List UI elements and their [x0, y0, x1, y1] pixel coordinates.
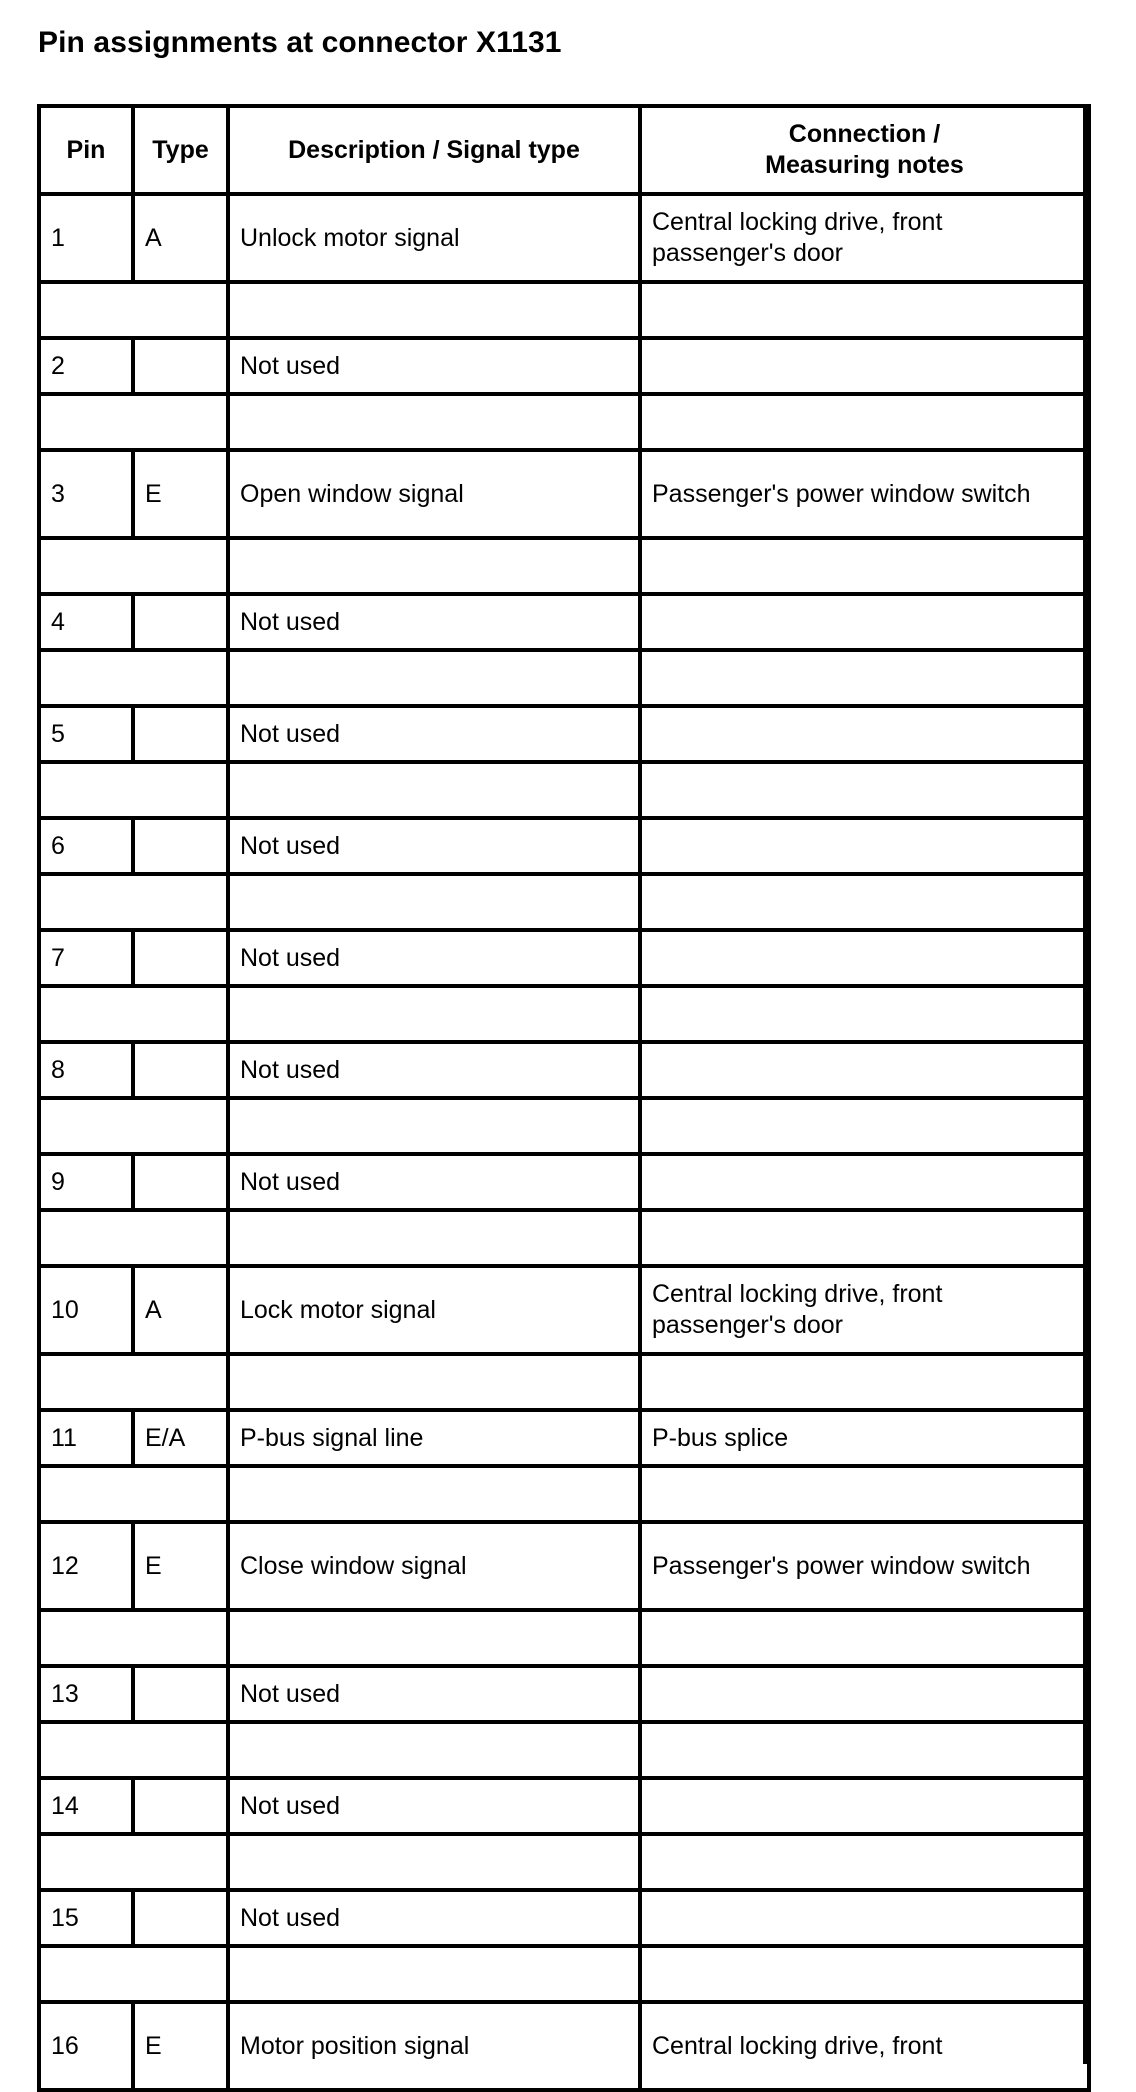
spacer-cell-connection	[640, 282, 1089, 338]
pin-cell	[39, 1522, 133, 1610]
spacer-row	[39, 874, 1089, 930]
connection-cell	[640, 594, 1089, 650]
pin-cell	[39, 450, 133, 538]
connection-cell	[640, 194, 1089, 282]
spacer-cell-pin-type	[39, 1210, 228, 1266]
spacer-cell-description	[228, 1098, 640, 1154]
description-cell	[228, 930, 640, 986]
spacer-cell-connection	[640, 394, 1089, 450]
spacer-row	[39, 1722, 1089, 1778]
type-cell-text: E	[145, 2031, 162, 2060]
pin-cell	[39, 1778, 133, 1834]
spacer-cell-description	[228, 650, 640, 706]
spacer-row	[39, 282, 1089, 338]
description-cell-text: Unlock motor signal	[240, 223, 460, 252]
description-cell	[228, 338, 640, 394]
pin-cell-text: 9	[51, 1167, 65, 1196]
description-cell	[228, 1410, 640, 1466]
description-cell-text: Not used	[240, 943, 341, 972]
description-cell-text: Not used	[240, 607, 341, 636]
description-cell-text: Lock motor signal	[240, 1295, 436, 1324]
description-cell-text: Not used	[240, 719, 341, 748]
spacer-cell-connection	[640, 1354, 1089, 1410]
connection-cell-text: Central locking drive, front passenger's door	[652, 1280, 943, 1339]
spacer-row	[39, 1466, 1089, 1522]
type-cell	[133, 1410, 228, 1466]
table-row	[39, 1778, 1089, 1834]
spacer-cell-connection	[640, 1210, 1089, 1266]
spacer-cell-connection	[640, 1946, 1089, 2002]
connection-cell-text: P-bus splice	[652, 1423, 789, 1452]
description-cell-text: Not used	[240, 831, 341, 860]
table-row	[39, 194, 1089, 282]
spacer-cell-description	[228, 1466, 640, 1522]
description-cell	[228, 706, 640, 762]
connection-cell	[640, 338, 1089, 394]
connection-cell-text: Passenger's power window switch	[652, 479, 1031, 508]
type-cell	[133, 1890, 228, 1946]
spacer-cell-description	[228, 986, 640, 1042]
table-row	[39, 1666, 1089, 1722]
type-cell	[133, 1266, 228, 1354]
type-cell	[133, 1154, 228, 1210]
connection-cell	[640, 1778, 1089, 1834]
type-cell	[133, 450, 228, 538]
table-body	[39, 194, 1089, 2090]
spacer-cell-pin-type	[39, 874, 228, 930]
description-cell	[228, 1266, 640, 1354]
description-cell-text: Motor position signal	[240, 2031, 470, 2060]
pin-cell	[39, 338, 133, 394]
connection-cell	[640, 2002, 1089, 2090]
type-cell-text: A	[145, 1295, 162, 1324]
connection-cell	[640, 818, 1089, 874]
spacer-cell-pin-type	[39, 538, 228, 594]
connection-cell	[640, 1522, 1089, 1610]
spacer-row	[39, 394, 1089, 450]
table-row	[39, 1042, 1089, 1098]
spacer-cell-description	[228, 394, 640, 450]
connection-cell	[640, 1410, 1089, 1466]
pin-cell-text: 8	[51, 1055, 65, 1084]
spacer-cell-description	[228, 282, 640, 338]
spacer-row	[39, 650, 1089, 706]
pin-cell-text: 16	[51, 2031, 79, 2060]
description-cell	[228, 1522, 640, 1610]
connection-cell	[640, 706, 1089, 762]
spacer-cell-pin-type	[39, 650, 228, 706]
spacer-cell-connection	[640, 650, 1089, 706]
pin-cell-text: 1	[51, 223, 65, 252]
spacer-cell-connection	[640, 1610, 1089, 1666]
spacer-row	[39, 762, 1089, 818]
pin-cell-text: 12	[51, 1551, 79, 1580]
header-connection-line-1: Connection /	[788, 120, 941, 148]
spacer-row	[39, 538, 1089, 594]
connection-cell	[640, 1154, 1089, 1210]
description-cell	[228, 1890, 640, 1946]
table-row	[39, 594, 1089, 650]
table-row	[39, 1410, 1089, 1466]
type-cell-text: E	[145, 1551, 162, 1580]
spacer-cell-description	[228, 1722, 640, 1778]
description-cell	[228, 1154, 640, 1210]
table-row	[39, 706, 1089, 762]
pin-cell	[39, 706, 133, 762]
spacer-cell-description	[228, 762, 640, 818]
type-cell	[133, 1042, 228, 1098]
spacer-row	[39, 986, 1089, 1042]
description-cell	[228, 1042, 640, 1098]
pin-cell-text: 10	[51, 1295, 79, 1324]
pin-cell	[39, 2002, 133, 2090]
pin-cell	[39, 1042, 133, 1098]
description-cell-text: Not used	[240, 1903, 341, 1932]
description-cell	[228, 194, 640, 282]
description-cell	[228, 450, 640, 538]
type-cell	[133, 194, 228, 282]
pin-cell-text: 7	[51, 943, 65, 972]
header-description: Description / Signal type	[228, 106, 640, 194]
connection-cell-text: Central locking drive, front	[652, 2031, 943, 2060]
spacer-row	[39, 1834, 1089, 1890]
table-row	[39, 450, 1089, 538]
header-pin: Pin	[39, 106, 133, 194]
table-row	[39, 338, 1089, 394]
description-cell	[228, 2002, 640, 2090]
pin-cell-text: 14	[51, 1791, 79, 1820]
connection-cell	[640, 450, 1089, 538]
pin-cell	[39, 930, 133, 986]
spacer-cell-connection	[640, 1466, 1089, 1522]
description-cell-text: Close window signal	[240, 1551, 467, 1580]
spacer-cell-pin-type	[39, 762, 228, 818]
connection-cell	[640, 1666, 1089, 1722]
table-row	[39, 2002, 1089, 2090]
spacer-cell-connection	[640, 762, 1089, 818]
type-cell-text: E	[145, 479, 162, 508]
spacer-cell-description	[228, 1834, 640, 1890]
spacer-cell-pin-type	[39, 1610, 228, 1666]
type-cell	[133, 594, 228, 650]
spacer-cell-connection	[640, 1834, 1089, 1890]
spacer-cell-pin-type	[39, 1834, 228, 1890]
description-cell	[228, 1666, 640, 1722]
connection-cell	[640, 930, 1089, 986]
spacer-cell-connection	[640, 538, 1089, 594]
page-title: Pin assignments at connector X1131	[38, 26, 562, 59]
connection-cell	[640, 1890, 1089, 1946]
connection-cell	[640, 1042, 1089, 1098]
table-row	[39, 1154, 1089, 1210]
pin-cell-text: 15	[51, 1903, 79, 1932]
spacer-row	[39, 1098, 1089, 1154]
spacer-cell-connection	[640, 1098, 1089, 1154]
spacer-row	[39, 1946, 1089, 2002]
spacer-cell-pin-type	[39, 1354, 228, 1410]
table-row	[39, 1522, 1089, 1610]
spacer-cell-connection	[640, 874, 1089, 930]
description-cell	[228, 818, 640, 874]
header-type: Type	[133, 106, 228, 194]
pin-cell	[39, 1266, 133, 1354]
description-cell-text: Open window signal	[240, 479, 464, 508]
type-cell	[133, 2002, 228, 2090]
table-row	[39, 1266, 1089, 1354]
spacer-cell-pin-type	[39, 1098, 228, 1154]
spacer-cell-connection	[640, 986, 1089, 1042]
spacer-cell-connection	[640, 1722, 1089, 1778]
pin-cell	[39, 1410, 133, 1466]
type-cell	[133, 1522, 228, 1610]
type-cell-text: A	[145, 223, 162, 252]
spacer-cell-description	[228, 1210, 640, 1266]
pin-cell	[39, 1154, 133, 1210]
pin-cell-text: 5	[51, 719, 65, 748]
pin-cell	[39, 1890, 133, 1946]
pin-cell	[39, 194, 133, 282]
spacer-cell-pin-type	[39, 394, 228, 450]
spacer-cell-pin-type	[39, 1466, 228, 1522]
spacer-cell-description	[228, 874, 640, 930]
spacer-cell-pin-type	[39, 986, 228, 1042]
pin-cell-text: 13	[51, 1679, 79, 1708]
type-cell	[133, 706, 228, 762]
pin-cell	[39, 594, 133, 650]
header-connection-line-2: Measuring notes	[765, 151, 964, 179]
description-cell	[228, 1778, 640, 1834]
spacer-row	[39, 1210, 1089, 1266]
description-cell-text: Not used	[240, 351, 341, 380]
spacer-cell-description	[228, 538, 640, 594]
spacer-row	[39, 1354, 1089, 1410]
pin-cell-text: 11	[51, 1423, 77, 1452]
connection-cell	[640, 1266, 1089, 1354]
description-cell	[228, 594, 640, 650]
spacer-cell-description	[228, 1354, 640, 1410]
table-header-row	[39, 106, 1089, 194]
pin-assignment-table	[37, 104, 1091, 2092]
pin-cell-text: 6	[51, 831, 65, 860]
spacer-cell-description	[228, 1610, 640, 1666]
type-cell	[133, 930, 228, 986]
spacer-cell-pin-type	[39, 282, 228, 338]
pin-cell-text: 4	[51, 607, 65, 636]
header-connection	[640, 106, 1089, 194]
pin-cell	[39, 1666, 133, 1722]
description-cell-text: Not used	[240, 1679, 341, 1708]
type-cell-text: E/A	[145, 1423, 186, 1452]
spacer-cell-pin-type	[39, 1722, 228, 1778]
type-cell	[133, 338, 228, 394]
description-cell-text: Not used	[240, 1167, 341, 1196]
spacer-cell-pin-type	[39, 1946, 228, 2002]
pin-cell-text: 2	[51, 351, 65, 380]
description-cell-text: P-bus signal line	[240, 1423, 424, 1452]
type-cell	[133, 1666, 228, 1722]
table-row	[39, 818, 1089, 874]
type-cell	[133, 818, 228, 874]
spacer-row	[39, 1610, 1089, 1666]
pin-cell	[39, 818, 133, 874]
connection-cell-text: Central locking drive, front passenger's door	[652, 208, 943, 267]
description-cell-text: Not used	[240, 1791, 341, 1820]
pin-cell-text: 3	[51, 479, 65, 508]
type-cell	[133, 1778, 228, 1834]
description-cell-text: Not used	[240, 1055, 341, 1084]
connection-cell-text: Passenger's power window switch	[652, 1551, 1031, 1580]
spacer-cell-description	[228, 1946, 640, 2002]
table-row	[39, 930, 1089, 986]
table-row	[39, 1890, 1089, 1946]
